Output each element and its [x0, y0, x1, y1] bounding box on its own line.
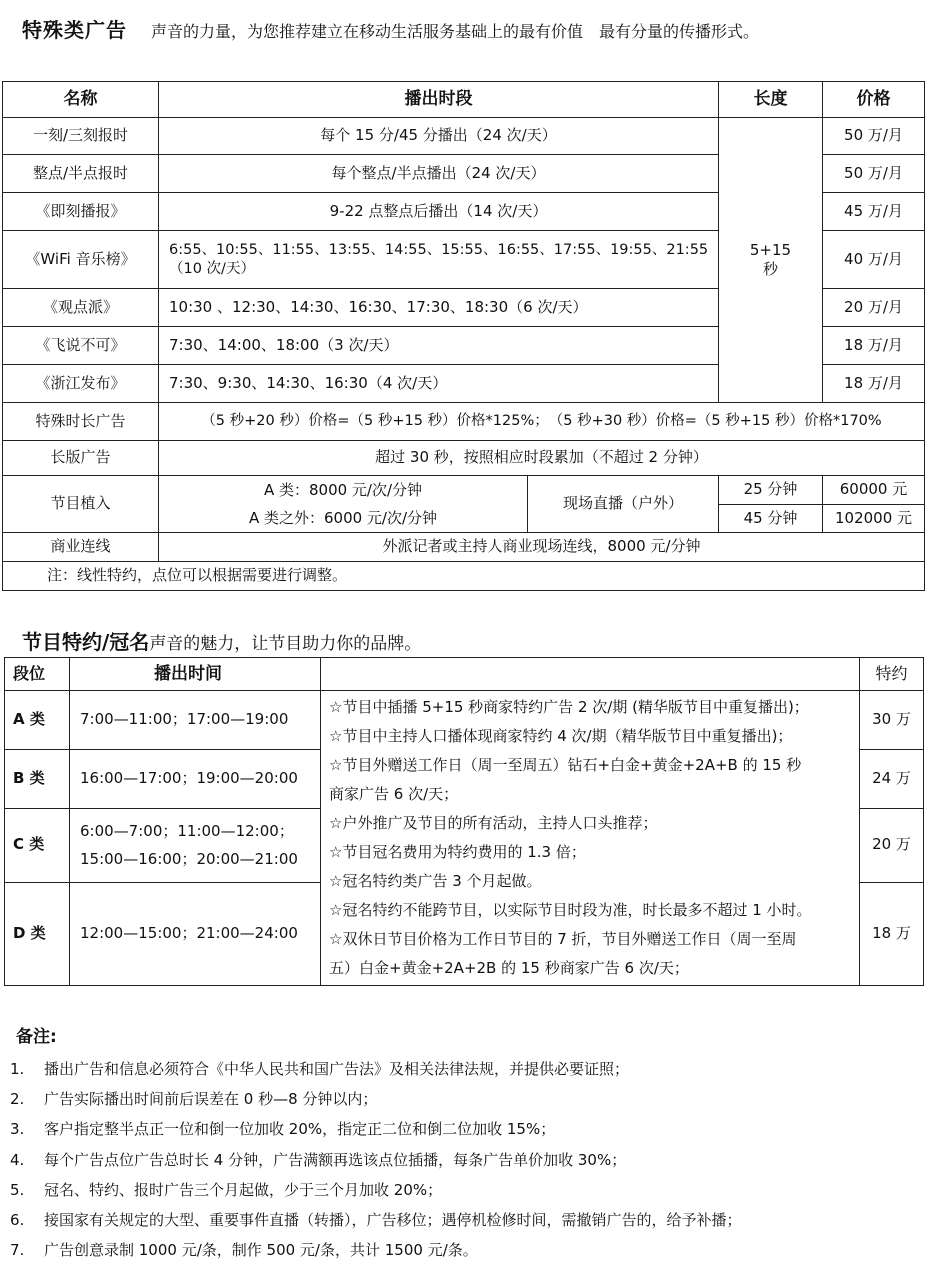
row-level: A 类	[5, 691, 70, 750]
note-number: 7.	[10, 1241, 25, 1260]
row-name: 《WiFi 音乐榜》	[3, 231, 159, 289]
header-price: 价格	[823, 82, 925, 118]
note-text: 客户指定整半点正一位和倒一位加收 20%，指定正二位和倒二位加收 15%；	[44, 1120, 556, 1139]
row-time: 每个整点/半点播出（24 次/天）	[159, 155, 719, 193]
header-sponsor-price: 特约	[860, 658, 924, 691]
benefit-line: ☆节目中主持人口播体现商家特约 4 次/期（精华版节目中重复播出)；	[329, 727, 793, 745]
note-number: 4.	[10, 1150, 25, 1169]
note-text: 冠名、特约、报时广告三个月起做，少于三个月加收 20%；	[44, 1180, 443, 1199]
row-time: 16:00—17:00；19:00—20:00	[70, 749, 321, 808]
row-name: 《即刻播报》	[3, 193, 159, 231]
row-name: 《观点派》	[3, 289, 159, 327]
note-number: 2.	[10, 1090, 25, 1109]
special-text: （5 秒+20 秒）价格=（5 秒+15 秒）价格*125%； （5 秒+30 秒）价格=（5 秒+15 秒）价格*170%	[159, 403, 925, 441]
sponsor-benefits	[321, 691, 860, 986]
placement-rate-a: A 类：8000 元/次/分钟	[263, 481, 423, 499]
section2-title: 节目特约/冠名	[22, 630, 150, 654]
note-text: 播出广告和信息必须符合《中华人民共和国广告法》及相关法律法规，并提供必要证照；	[44, 1060, 630, 1078]
row-level: B 类	[5, 749, 70, 808]
row-time: 7:00—11:00；17:00—19:00	[70, 691, 321, 750]
note-text: 广告实际播出时间前后误差在 0 秒—8 分钟以内；	[44, 1090, 378, 1109]
list-item	[10, 1205, 742, 1235]
row-name: 《浙江发布》	[3, 365, 159, 403]
row-price: 50 万/月	[823, 155, 925, 193]
table-row	[3, 476, 925, 505]
table-row	[3, 533, 925, 562]
row-price: 24 万	[860, 749, 924, 808]
long-text: 超过 30 秒，按照相应时段累加（不超过 2 分钟）	[159, 441, 925, 476]
row-time: 6:00—7:00；11:00—12:00； 15:00—16:00；20:00—21:00	[70, 808, 321, 882]
row-price: 30 万	[860, 691, 924, 750]
table-row	[3, 403, 925, 441]
live-label: 现场直播（户外）	[528, 476, 719, 533]
benefit-line: ☆节目外赠送工作日（周一至周五）钻石+白金+黄金+2A+B 的 15 秒	[329, 756, 802, 774]
note-text: 广告创意录制 1000 元/条，制作 500 元/条，共计 1500 元/条。	[44, 1241, 478, 1260]
benefit-line: ☆节目中插播 5+15 秒商家特约广告 2 次/期 (精华版节目中重复播出)；	[329, 698, 809, 716]
row-time: 每个 15 分/45 分播出（24 次/天）	[159, 118, 719, 155]
benefit-line: ☆节目冠名费用为特约费用的 1.3 倍；	[329, 843, 586, 861]
row-price: 45 万/月	[823, 193, 925, 231]
header-broadcast-time: 播出时间	[70, 658, 321, 691]
row-time: 7:30、14:00、18:00（3 次/天）	[159, 327, 719, 365]
row-level: C 类	[5, 808, 70, 882]
special-name: 特殊时长广告	[3, 403, 159, 441]
row-price: 18 万	[860, 882, 924, 985]
benefit-line: ☆冠名特约不能跨节目，以实际节目时段为准，时长最多不超过 1 小时。	[329, 901, 812, 919]
row-price: 20 万/月	[823, 289, 925, 327]
table-row	[3, 441, 925, 476]
sponsorship-table	[4, 657, 924, 986]
note-number: 6.	[10, 1210, 25, 1229]
benefit-line: ☆户外推广及节目的所有活动，主持人口头推荐；	[329, 814, 658, 832]
note-number: 3.	[10, 1120, 25, 1139]
section2-subtitle: 声音的魅力，让节目助力你的品牌。	[149, 634, 422, 654]
row-time: 7:30、9:30、14:30、16:30（4 次/天）	[159, 365, 719, 403]
live-duration-2: 45 分钟	[719, 504, 823, 533]
row-price: 50 万/月	[823, 118, 925, 155]
benefit-line: 五）白金+黄金+2A+2B 的 15 秒商家广告 6 次/天；	[329, 959, 689, 977]
row-time: 12:00—15:00；21:00—24:00	[70, 882, 321, 985]
list-item	[10, 1084, 742, 1114]
table-row	[3, 562, 925, 591]
note-number: 1.	[10, 1060, 25, 1078]
row-price: 20 万	[860, 808, 924, 882]
list-item	[10, 1054, 742, 1084]
row-name: 《飞说不可》	[3, 327, 159, 365]
benefit-line: ☆双休日节目价格为工作日节目的 7 折，节目外赠送工作日（周一至周	[329, 930, 797, 948]
table-row	[3, 118, 925, 155]
section2-header	[22, 626, 421, 655]
long-name: 长版广告	[3, 441, 159, 476]
note-text: 每个广告点位广告总时长 4 分钟，广告满额再选该点位插播，每条广告单价加收 30%；	[44, 1150, 627, 1169]
placement-rate-other: A 类之外：6000 元/次/分钟	[248, 509, 438, 527]
table-note: 注：线性特约，点位可以根据需要进行调整。	[3, 562, 925, 591]
table-row	[5, 691, 924, 750]
section1-title: 特殊类广告	[22, 18, 127, 42]
note-text: 接国家有关规定的大型、重要事件直播（转播），广告移位；遇停机检修时间，需撤销广告的，给予补播；	[44, 1210, 742, 1229]
list-item	[10, 1235, 742, 1265]
live-price-2: 102000 元	[823, 504, 925, 533]
row-time: 6:55、10:55、11:55、13:55、14:55、15:55、16:55、17:55、19:55、21:55 （10 次/天）	[159, 231, 719, 289]
list-item	[10, 1114, 742, 1144]
section1-subtitle: 声音的力量，为您推荐建立在移动生活服务基础上的最有价值 最有分量的传播形式。	[151, 22, 760, 41]
placement-rates	[159, 476, 528, 533]
section1-header	[22, 14, 759, 43]
live-duration-1: 25 分钟	[719, 476, 823, 505]
list-item	[10, 1145, 742, 1175]
header-length: 长度	[719, 82, 823, 118]
placement-name: 节目植入	[3, 476, 159, 533]
header-name: 名称	[3, 82, 159, 118]
header-time: 播出时段	[159, 82, 719, 118]
row-name: 一刻/三刻报时	[3, 118, 159, 155]
benefit-line: 商家广告 6 次/天；	[329, 785, 459, 803]
live-price-1: 60000 元	[823, 476, 925, 505]
header-blank	[321, 658, 860, 691]
note-number: 5.	[10, 1180, 25, 1199]
benefit-line: ☆冠名特约类广告 3 个月起做。	[329, 872, 542, 890]
row-name: 整点/半点报时	[3, 155, 159, 193]
row-time: 10:30 、12:30、14:30、16:30、17:30、18:30（6 次/天）	[159, 289, 719, 327]
business-name: 商业连线	[3, 533, 159, 562]
row-price: 18 万/月	[823, 365, 925, 403]
header-level: 段位	[5, 658, 70, 691]
business-text: 外派记者或主持人商业现场连线，8000 元/分钟	[159, 533, 925, 562]
row-price: 18 万/月	[823, 327, 925, 365]
notes-title: 备注:	[16, 1027, 57, 1047]
special-ads-table	[2, 81, 925, 591]
row-level: D 类	[5, 882, 70, 985]
length-cell: 5+15 秒	[719, 118, 823, 403]
list-item	[10, 1175, 742, 1205]
row-time: 9-22 点整点后播出（14 次/天）	[159, 193, 719, 231]
row-price: 40 万/月	[823, 231, 925, 289]
notes-list	[10, 1054, 742, 1265]
